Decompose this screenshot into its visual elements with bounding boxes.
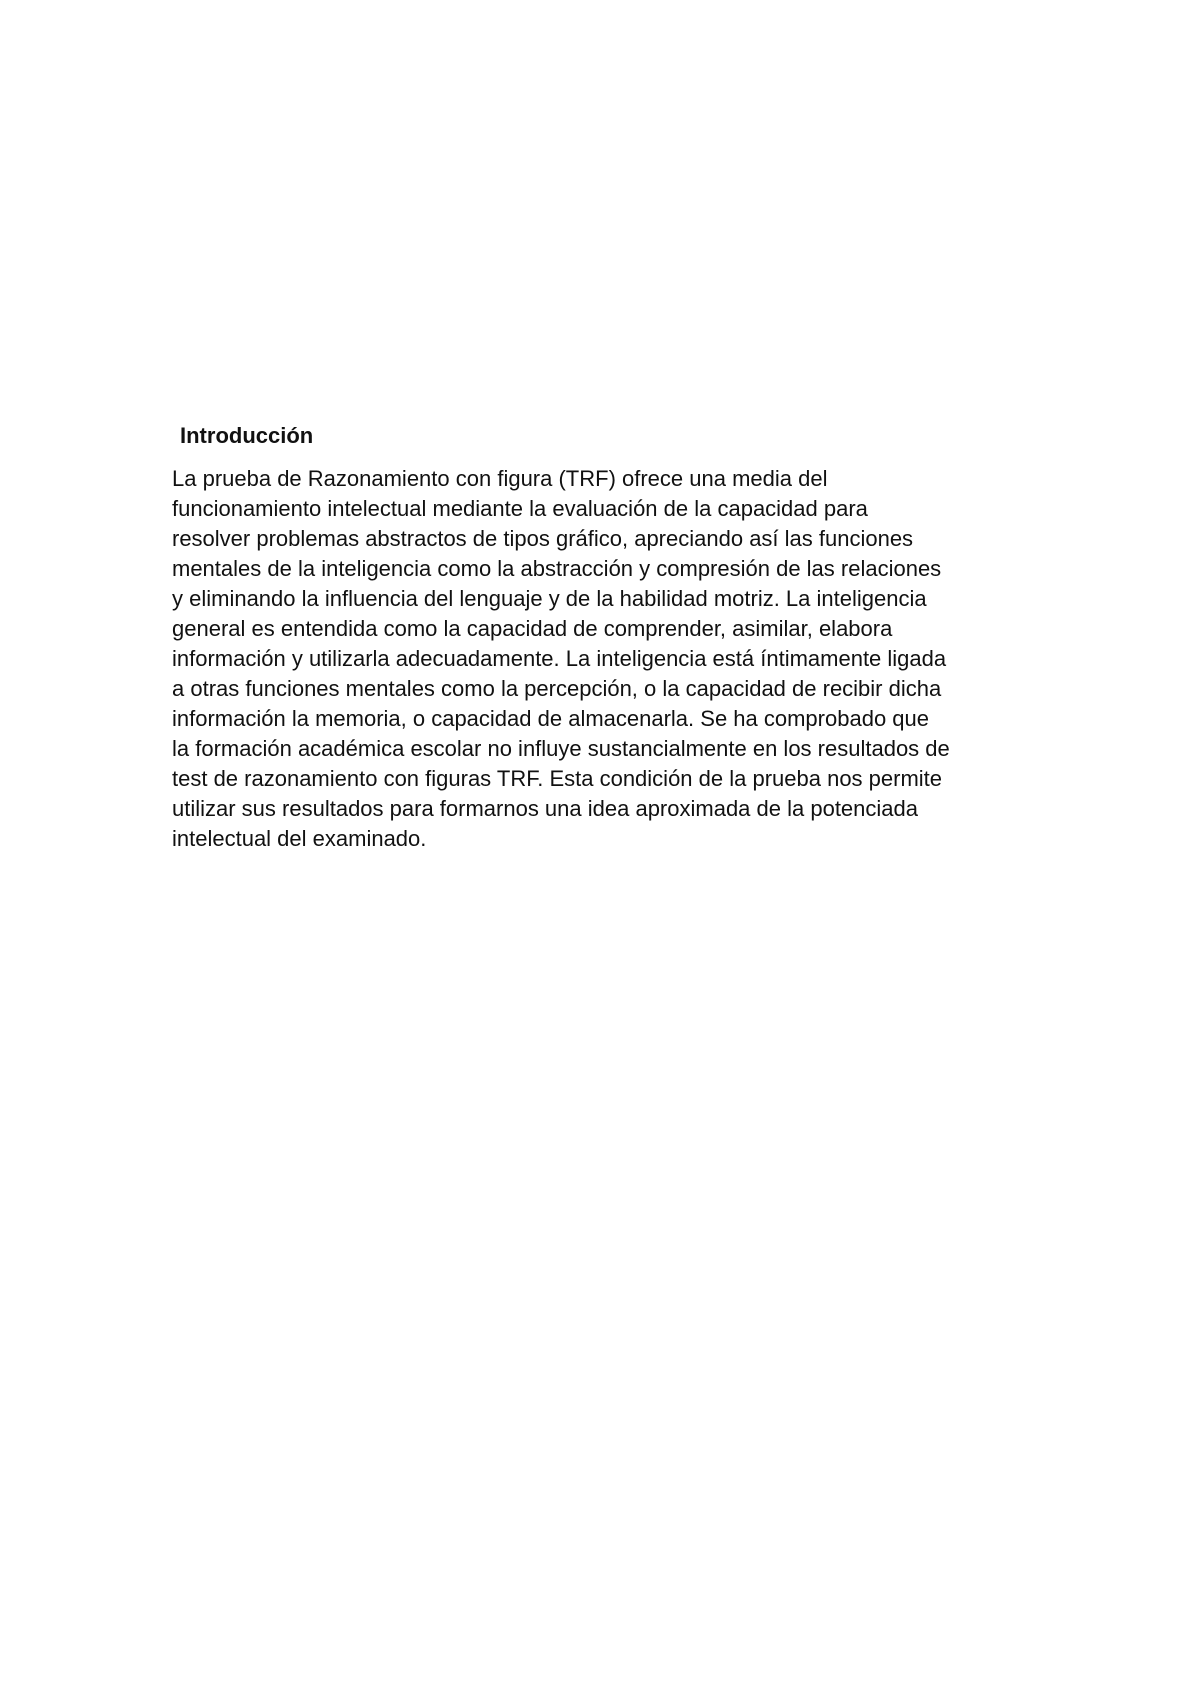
- paragraph-line: La prueba de Razonamiento con figura (TRF) ofrece una media del: [172, 466, 828, 491]
- paragraph-line: y eliminando la influencia del lenguaje y de la habilidad motriz. La inteligencia: [172, 586, 927, 611]
- paragraph-line: test de razonamiento con figuras TRF. Esta condición de la prueba nos permite: [172, 766, 943, 791]
- paragraph-line: intelectual del examinado.: [172, 826, 427, 851]
- document-content: [172, 420, 1042, 854]
- paragraph-line: la formación académica escolar no influye sustancialmente en los resultados de: [172, 736, 950, 761]
- paragraph-line: información la memoria, o capacidad de almacenarla. Se ha comprobado que: [172, 706, 929, 731]
- paragraph-line: resolver problemas abstractos de tipos gráfico, apreciando así las funciones: [172, 526, 914, 551]
- paragraph-line: funcionamiento intelectual mediante la evaluación de la capacidad para: [172, 496, 868, 521]
- body-paragraph: [172, 464, 1042, 854]
- paragraph-line: general es entendida como la capacidad de comprender, asimilar, elabora: [172, 616, 893, 641]
- paragraph-line: mentales de la inteligencia como la abstracción y compresión de las relaciones: [172, 556, 942, 581]
- paragraph-line: información y utilizarla adecuadamente. La inteligencia está íntimamente ligada: [172, 646, 947, 671]
- paragraph-line: a otras funciones mentales como la percepción, o la capacidad de recibir dicha: [172, 676, 942, 701]
- section-heading: Introducción: [180, 423, 314, 448]
- paragraph-line: utilizar sus resultados para formarnos una idea aproximada de la potenciada: [172, 796, 918, 821]
